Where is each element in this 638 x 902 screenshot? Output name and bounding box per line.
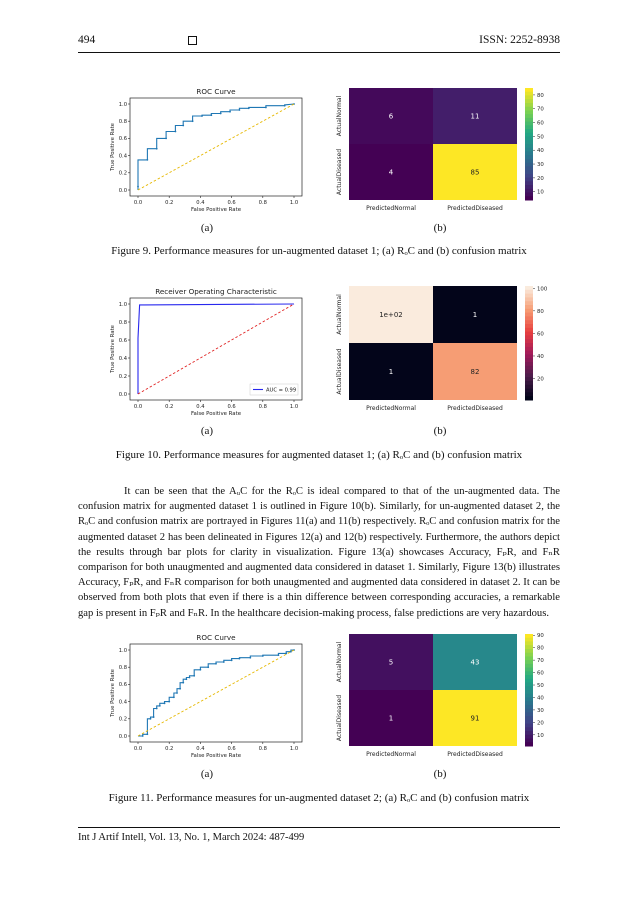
colorbar-segment: [525, 679, 533, 683]
colorbar-segment: [525, 125, 533, 129]
cell-value: 85: [470, 168, 480, 177]
colorbar-segment: [525, 712, 533, 716]
colorbar-tick-label: 80: [537, 308, 544, 315]
y-tick-label: 0.8: [118, 319, 127, 326]
roc-point: [182, 125, 184, 127]
colorbar-segment: [525, 720, 533, 724]
roc-point: [189, 677, 191, 679]
colorbar-segment: [525, 377, 533, 381]
row-label: ActualDiseased: [336, 694, 343, 742]
colorbar-segment: [525, 95, 533, 99]
confusion-matrix-figure-9: [333, 80, 553, 226]
roc-point: [290, 651, 292, 653]
issn: ISSN: 2252-8938: [479, 34, 560, 46]
colorbar-segment: [525, 129, 533, 133]
subfigure-label-b: (b): [433, 425, 447, 437]
colorbar-segment: [525, 155, 533, 159]
roc-point: [176, 692, 178, 694]
roc-point: [175, 131, 177, 133]
colorbar-tick-label: 80: [537, 92, 544, 99]
colorbar-tick-label: 60: [537, 670, 544, 677]
colorbar-tick-label: 10: [537, 732, 544, 739]
colorbar-tick-label: 20: [537, 376, 544, 383]
x-axis-label: False Positive Rate: [190, 411, 242, 417]
y-tick-label: 0.6: [118, 682, 127, 689]
colorbar-segment: [525, 664, 533, 668]
subfigure-label-b: (b): [433, 222, 447, 234]
colorbar-tick-label: 20: [537, 720, 544, 727]
colorbar-segment: [525, 170, 533, 174]
y-tick-label: 0.0: [118, 187, 127, 194]
colorbar-tick-label: 50: [537, 683, 544, 690]
colorbar-segment: [525, 731, 533, 735]
roc-point: [248, 107, 250, 109]
colorbar-segment: [525, 294, 533, 298]
roc-point: [142, 735, 144, 737]
colorbar-segment: [525, 668, 533, 672]
colorbar-segment: [525, 366, 533, 370]
colorbar-segment: [525, 178, 533, 182]
roc-point: [231, 659, 233, 661]
footer-rule: [78, 827, 560, 828]
colorbar-segment: [525, 313, 533, 317]
row-label: ActualDiseased: [336, 348, 343, 395]
y-tick-label: 1.0: [118, 101, 127, 108]
colorbar-segment: [525, 122, 533, 126]
colorbar-segment: [525, 193, 533, 197]
colorbar-segment: [525, 163, 533, 167]
confusion-matrix-figure-10: [333, 278, 558, 426]
colorbar-segment: [525, 339, 533, 343]
colorbar-tick-label: 40: [537, 148, 544, 155]
colorbar-segment: [525, 358, 533, 362]
colorbar-segment: [525, 370, 533, 374]
colorbar-tick-label: 70: [537, 658, 544, 665]
colorbar-segment: [525, 174, 533, 178]
figure-caption: Figure 11. Performance measures for un-augmented dataset 2; (a) RₒC and (b) confusion matrix: [108, 792, 530, 804]
colorbar-segment: [525, 181, 533, 185]
colorbar-tick-label: 20: [537, 175, 544, 182]
figure-caption: Figure 9. Performance measures for un-augmented dataset 1; (a) RₒC and (b) confusion matrix: [111, 245, 527, 257]
colorbar-tick-label: 90: [537, 633, 544, 640]
colorbar-tick-label: 80: [537, 645, 544, 652]
colorbar-segment: [525, 137, 533, 141]
colorbar-segment: [525, 189, 533, 193]
colorbar-segment: [525, 114, 533, 118]
cell-value: 1: [388, 368, 394, 376]
roc-point: [285, 653, 287, 655]
cell-value: 82: [470, 368, 480, 376]
x-tick-label: 0.4: [196, 404, 205, 410]
x-tick-label: 0.6: [227, 200, 236, 206]
paragraph-text: It can be seen that the AᵤC for the RₒC is ideal compared to that of the un-augmented data. The confusion matrix for augmented dataset 1 is outlined in Figure 10(b). Similarly, for un-augmented dataset 2, the RₒC and confusion matrix are portrayed in Figures 11(a) and 11(b) respectively. RₒC and confusion matrix for the augmented dataset 2 has been delineated in Figures 12(a) and 12(b) respectively. Furthermore, the authors depict the results through bar plots for clarity in visualization. Figure 13(a) showcases Accuracy, FₚR, and FₙR comparison for both unaugmented and augmented data considered in dataset 1. Similarly, Figure 13(b) illustrates Accuracy, FₚR, and FₙR comparison for both unaugmented and augmented data considered in dataset 2. It can be observed from both plots that even if there is a thin difference between corresponding accuracies, a remarkable gap is present in FₚR and FₙR. In the healthcare decision-making process, false predictions are very hazardous.: [78, 486, 560, 619]
colorbar-segment: [525, 133, 533, 137]
colorbar-segment: [525, 392, 533, 396]
square-icon: [188, 36, 197, 45]
x-tick-label: 0.6: [227, 404, 236, 410]
x-tick-label: 0.8: [258, 200, 267, 206]
colorbar-segment: [525, 159, 533, 163]
colorbar-segment: [525, 290, 533, 294]
colorbar-tick-label: 60: [537, 331, 544, 338]
y-axis-label: True Positive Rate: [110, 668, 116, 718]
roc-point: [229, 111, 231, 113]
roc-point: [220, 113, 222, 115]
cell-value: 1e+02: [379, 311, 403, 319]
colorbar-segment: [525, 645, 533, 649]
cell-value: 4: [388, 168, 394, 177]
y-tick-label: 0.8: [118, 119, 127, 125]
colorbar-segment: [525, 709, 533, 713]
figure-caption: Figure 10. Performance measures for augmented dataset 1; (a) RₒC and (b) confusion matrix: [115, 449, 523, 461]
colorbar-segment: [525, 185, 533, 189]
plot-frame: [130, 644, 302, 742]
colorbar-segment: [525, 373, 533, 377]
y-tick-label: 0.8: [118, 665, 127, 671]
roc-point: [168, 701, 170, 703]
colorbar-segment: [525, 351, 533, 355]
roc-point: [185, 678, 187, 680]
cell-value: 1: [388, 714, 394, 723]
y-tick-label: 1.0: [118, 301, 127, 308]
chart-title: ROC Curve: [196, 87, 236, 96]
roc-point: [153, 716, 155, 718]
colorbar-segment: [525, 343, 533, 347]
colorbar-segment: [525, 166, 533, 170]
colorbar-segment: [525, 92, 533, 96]
roc-point: [146, 733, 148, 735]
roc-point: [137, 186, 139, 188]
cell-value: 91: [470, 714, 480, 723]
roc-point: [215, 663, 217, 665]
colorbar-segment: [525, 686, 533, 690]
subfigure-label-a: (a): [200, 425, 214, 437]
subfigure-label-a: (a): [200, 768, 214, 780]
colorbar-segment: [525, 362, 533, 366]
x-tick-label: 0.0: [133, 404, 143, 410]
colorbar-segment: [525, 151, 533, 155]
x-tick-label: 0.8: [258, 404, 267, 410]
roc-point: [207, 666, 209, 668]
colorbar-segment: [525, 649, 533, 653]
roc-point: [210, 114, 212, 116]
row-label: ActualDiseased: [336, 148, 343, 196]
colorbar-segment: [525, 301, 533, 305]
cell-value: 5: [388, 658, 394, 667]
colorbar-tick-label: 100: [537, 286, 548, 293]
colorbar-segment: [525, 118, 533, 122]
y-tick-label: 0.0: [118, 391, 127, 398]
colorbar-segment: [525, 88, 533, 92]
colorbar-tick-label: 10: [537, 189, 544, 196]
column-label: PredictedDiseased: [447, 751, 503, 758]
y-tick-label: 0.4: [118, 355, 127, 362]
roc-point: [278, 654, 280, 656]
subfigure-label-a: (a): [200, 222, 214, 234]
row-label: ActualNormal: [336, 294, 343, 335]
colorbar-segment: [525, 705, 533, 709]
roc-curve-figure-9: [108, 82, 308, 218]
roc-point: [265, 107, 267, 109]
colorbar-segment: [525, 727, 533, 731]
roc-curve-figure-11: [108, 628, 308, 764]
colorbar-segment: [525, 396, 533, 400]
chart-title: Receiver Operating Characteristic: [155, 287, 277, 296]
roc-point: [146, 159, 148, 161]
confusion-matrix-figure-11: [333, 626, 553, 772]
y-tick-label: 0.4: [118, 699, 127, 706]
plot-frame: [130, 98, 302, 196]
colorbar-segment: [525, 332, 533, 336]
y-axis-label: True Positive Rate: [110, 324, 116, 374]
column-label: PredictedNormal: [366, 751, 416, 758]
colorbar-segment: [525, 660, 533, 664]
colorbar-segment: [525, 638, 533, 642]
colorbar-segment: [525, 144, 533, 148]
page-number: 494: [78, 34, 96, 46]
colorbar-tick-label: 40: [537, 353, 544, 360]
y-tick-label: 0.2: [118, 170, 127, 177]
colorbar-segment: [525, 148, 533, 152]
colorbar-segment: [525, 701, 533, 705]
legend-label: AUC = 0.99: [266, 387, 297, 394]
colorbar-segment: [525, 641, 533, 645]
roc-point: [150, 718, 152, 720]
roc-curve-figure-10: [108, 282, 308, 422]
colorbar-segment: [525, 385, 533, 389]
subfigure-label-b: (b): [433, 768, 447, 780]
x-tick-label: 0.4: [196, 200, 205, 206]
roc-point: [193, 675, 195, 677]
roc-point: [179, 688, 181, 690]
colorbar-segment: [525, 694, 533, 698]
roc-point: [239, 658, 241, 660]
colorbar-segment: [525, 309, 533, 313]
colorbar-tick-label: 50: [537, 134, 544, 141]
colorbar-segment: [525, 316, 533, 320]
roc-point: [249, 657, 251, 659]
colorbar-segment: [525, 675, 533, 679]
colorbar-segment: [525, 103, 533, 107]
colorbar-segment: [525, 196, 533, 200]
colorbar-segment: [525, 140, 533, 144]
colorbar-segment: [525, 735, 533, 739]
column-label: PredictedDiseased: [447, 205, 503, 212]
x-tick-label: 0.0: [133, 746, 143, 752]
row-label: ActualNormal: [336, 641, 343, 683]
colorbar-segment: [525, 671, 533, 675]
y-tick-label: 0.4: [118, 153, 127, 160]
column-label: PredictedDiseased: [447, 405, 503, 412]
y-tick-label: 0.0: [118, 733, 127, 740]
header-rule: [78, 52, 560, 53]
x-tick-label: 0.2: [165, 746, 174, 752]
colorbar-segment: [525, 324, 533, 328]
roc-point: [173, 696, 175, 698]
y-tick-label: 0.2: [118, 373, 127, 380]
colorbar-segment: [525, 381, 533, 385]
roc-point: [156, 708, 158, 710]
colorbar-segment: [525, 297, 533, 301]
cell-value: 1: [472, 311, 478, 319]
roc-point: [165, 138, 167, 140]
colorbar-segment: [525, 389, 533, 393]
colorbar-segment: [525, 107, 533, 111]
x-tick-label: 0.6: [227, 746, 236, 752]
roc-point: [200, 669, 202, 671]
x-axis-label: False Positive Rate: [190, 207, 242, 213]
y-tick-label: 0.6: [118, 337, 127, 344]
x-tick-label: 0.0: [133, 200, 143, 206]
column-label: PredictedNormal: [366, 205, 416, 212]
page-header: [78, 34, 560, 54]
x-axis-label: False Positive Rate: [190, 753, 242, 759]
roc-point: [284, 105, 286, 107]
colorbar-segment: [525, 697, 533, 701]
colorbar-segment: [525, 110, 533, 114]
colorbar-segment: [525, 335, 533, 339]
y-tick-label: 0.6: [118, 136, 127, 143]
colorbar-tick-label: 30: [537, 707, 544, 714]
cell-value: 11: [470, 112, 480, 121]
colorbar-segment: [525, 716, 533, 720]
colorbar-segment: [525, 739, 533, 743]
roc-point: [239, 109, 241, 111]
y-tick-label: 0.2: [118, 716, 127, 723]
colorbar-segment: [525, 656, 533, 660]
footer-citation: Int J Artif Intell, Vol. 13, No. 1, March 2024: 487-499: [78, 832, 305, 843]
x-tick-label: 0.4: [196, 746, 205, 752]
body-paragraph: [78, 484, 560, 621]
column-label: PredictedNormal: [366, 405, 416, 412]
roc-point: [201, 115, 203, 117]
roc-point: [159, 705, 161, 707]
x-tick-label: 0.2: [165, 200, 174, 206]
colorbar-segment: [525, 634, 533, 638]
roc-point: [192, 120, 194, 122]
colorbar-tick-label: 70: [537, 106, 544, 113]
colorbar-tick-label: 30: [537, 162, 544, 169]
chart-title: ROC Curve: [196, 633, 236, 642]
colorbar-segment: [525, 354, 533, 358]
x-tick-label: 1.0: [289, 200, 299, 206]
roc-point: [164, 702, 166, 704]
cell-value: 43: [470, 658, 480, 667]
colorbar-tick-label: 60: [537, 120, 544, 127]
roc-point: [182, 682, 184, 684]
colorbar-segment: [525, 305, 533, 309]
roc-point: [156, 148, 158, 150]
colorbar-segment: [525, 653, 533, 657]
cell-value: 6: [388, 112, 394, 121]
colorbar-tick-label: 40: [537, 695, 544, 702]
row-label: ActualNormal: [336, 95, 343, 137]
x-tick-label: 0.8: [258, 746, 267, 752]
colorbar-segment: [525, 286, 533, 290]
x-tick-label: 1.0: [289, 746, 299, 752]
colorbar-segment: [525, 320, 533, 324]
colorbar-segment: [525, 99, 533, 103]
colorbar-segment: [525, 328, 533, 332]
colorbar-segment: [525, 347, 533, 351]
x-tick-label: 1.0: [289, 404, 299, 410]
colorbar-segment: [525, 683, 533, 687]
colorbar-segment: [525, 742, 533, 746]
colorbar-segment: [525, 690, 533, 694]
roc-point: [262, 655, 264, 657]
roc-point: [223, 661, 225, 663]
x-tick-label: 0.2: [165, 404, 174, 410]
y-tick-label: 1.0: [118, 647, 127, 654]
colorbar-segment: [525, 724, 533, 728]
y-axis-label: True Positive Rate: [110, 122, 116, 172]
